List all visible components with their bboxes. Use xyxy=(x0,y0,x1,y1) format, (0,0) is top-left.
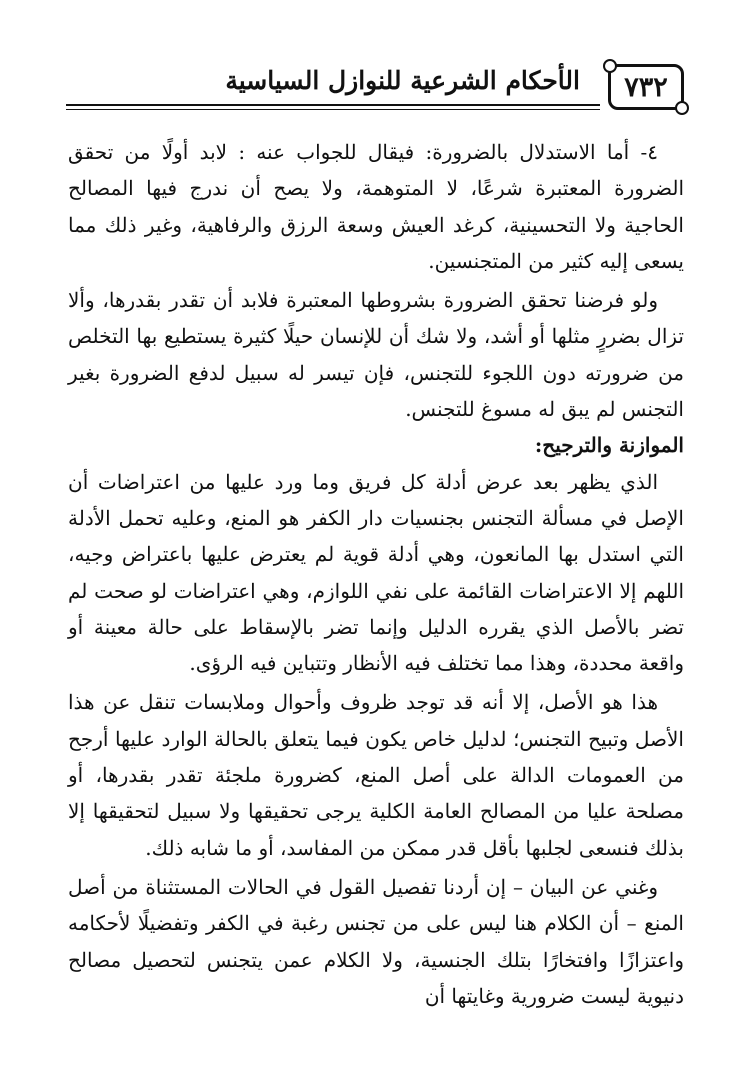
page-header xyxy=(66,60,684,116)
body-text xyxy=(68,134,684,1014)
paragraph-necessity-argument: ٤- أما الاستدلال بالضرورة: فيقال للجواب عنه : لابد أولًا من تحقق الضرورة المعتبرة شرعًا، لا المتوهمة، ولا يصح أن ندرج فيها المصالح الحاجية ولا التحسينية، كرغد العيش وسعة الرزق والرفاهية، وغير ذلك مما يسعى إليه كثير من المتجنسين. xyxy=(68,140,684,273)
paragraph-clarification: وغني عن البيان – إن أردنا تفصيل القول في الحالات المستثناة من أصل المنع – أن الكلام هنا ليس على من تجنس رغبة في الكفر وتفضيلًا لأحكامه واعتزازًا وافتخارًا بتلك الجنسية، ولا الكلام عمن يتجنس لتحصيل مصالح دنيوية ليست ضرورية وغايتها أن xyxy=(68,874,684,1008)
page-number-frame xyxy=(608,64,684,110)
paragraph-necessity-conditions: ولو فرضنا تحقق الضرورة بشروطها المعتبرة فلابد أن تقدر بقدرها، وألا تزال بضررٍ مثلها أو أشد، ولا شك أن للإنسان حيلًا كثيرة يستطيع بها التخلص من ضرورته دون اللجوء للتجنس، فإن تيسر له سبيل لدفع الضرورة بغير التجنس لم يبق له مسوغ للتجنس. xyxy=(68,288,684,422)
section-heading-weighing: الموازنة والترجيح: xyxy=(534,433,684,458)
header-rule xyxy=(66,104,600,106)
paragraph-exceptions: هذا هو الأصل، إلا أنه قد توجد ظروف وأحوال وملابسات تنقل عن هذا الأصل وتبيح التجنس؛ لدليل خاص يكون فيما يتعلق بالحالة الوارد عليها أرجح من العمومات الدالة على أصل المنع، كضرورة ملجئة تقدر بقدرها، أو مصلحة عليا من المصالح العامة الكلية يرجى تحقيقها ولا سبيل لتحقيقها إلا بذلك فنسعى لجلبها بأقل قدر ممكن من المفاسد، أو ما شابه ذلك. xyxy=(68,690,684,860)
header-rule-thin xyxy=(66,109,600,110)
paragraph-preponderance: الذي يظهر بعد عرض أدلة كل فريق وما ورد عليها من اعتراضات أن الإصل في مسألة التجنس بجنسيات دار الكفر هو المنع، وعليه تحمل الأدلة التي استدل بها المانعون، وهي أدلة قوية لم يعترض عليها باعتراض وجيه، اللهم إلا الاعتراضات القائمة على نفي اللوازم، وهي اعتراضات لو صحت لم تضر بالأصل الذي يقرره الدليل وإنما تضر بالإسقاط على حالة معينة أو واقعة محددة، وهذا مما تختلف فيه الأنظار وتتباين فيه الرؤى. xyxy=(68,469,684,676)
page-number: ٧٣٢ xyxy=(624,72,668,103)
book-title: الأحكام الشرعية للنوازل السياسية xyxy=(225,66,580,95)
